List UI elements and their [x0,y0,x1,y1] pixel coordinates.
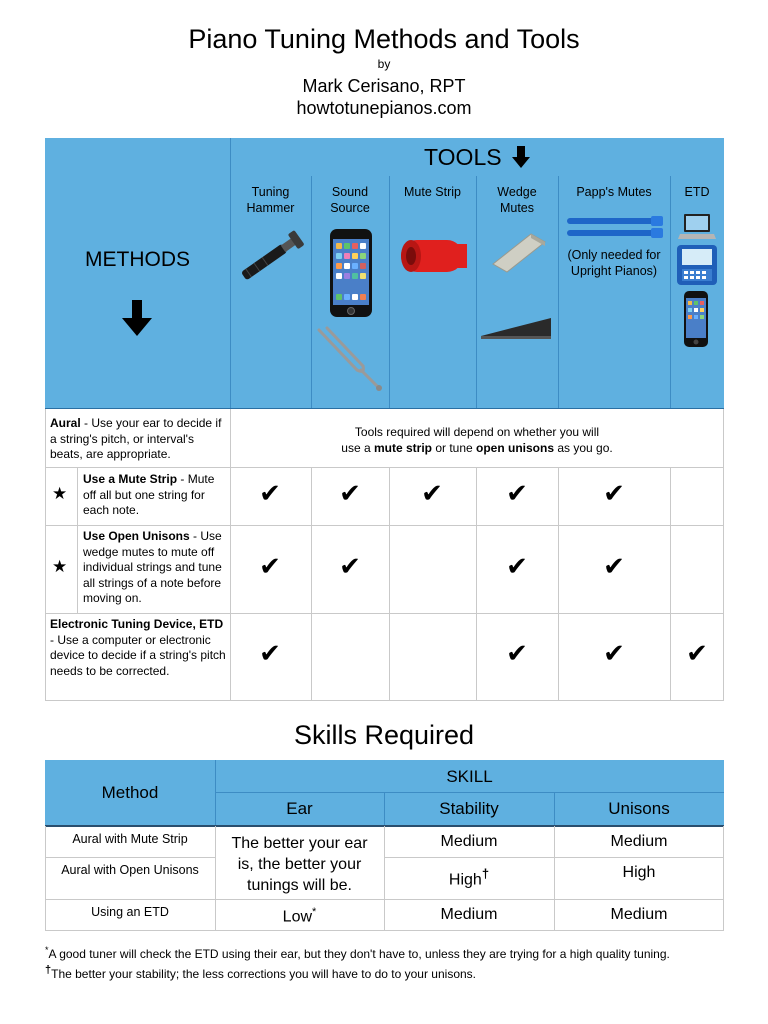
skill-row-unisons: Medium [610,906,668,923]
note-mute-strip: mute strip [373,441,432,455]
aural-method-desc: - Use your ear to decide if a string's pitch, or interval's beats, are appropriate. [50,416,222,461]
smartphone-small-icon [683,290,709,348]
by-label: by [377,57,391,71]
check-mark-icon: ✔ [421,478,443,508]
footnote-stability-text: The better your stability; the less corrections you will have to do to your unisons. [51,967,476,981]
star-icon: ★ [52,557,68,576]
skill-row-stability [384,866,554,889]
asterisk-mark: * [45,945,49,955]
methods-heading: METHODS [85,248,190,271]
mute-strip-icon [395,234,471,278]
check-mark-icon: ✔ [339,551,361,581]
mute-strip-method-name: Use a Mute Strip [83,472,178,486]
skill-row-method: Using an ETD [91,905,169,919]
mute-strip-method-description [83,472,229,519]
note-text: as you go. [554,441,613,455]
papps-mutes-note: (Only needed for Upright Pianos) [567,248,661,278]
asterisk-mark: * [312,906,317,918]
check-mark-icon: ✔ [686,638,708,668]
smartphone-icon [329,228,373,318]
open-unisons-method-description [83,529,229,607]
footnote-etd-text: A good tuner will check the ETD using their ear, but they don't have to, unless they are trying for a high quality tuning. [48,947,670,961]
col-wedge-mutes [476,184,558,216]
check-mark-icon: ✔ [339,478,361,508]
footnote-etd [45,945,745,961]
col-mute-strip-label: Mute Strip [404,185,461,199]
col-mute-strip [389,184,476,200]
tools-heading-text: TOOLS [424,144,502,170]
stability-value: High [448,871,482,889]
note-text: or tune [431,441,477,455]
tuning-hammer-icon [233,226,309,286]
check-mark-icon: ✔ [506,478,528,508]
mute-strip-method-desc: - Mute off all but one string for each note. [83,472,215,517]
ear-column-header: Ear [286,799,313,818]
felt-wedge-icon [479,314,553,340]
aural-method-description [50,416,228,463]
aural-method-name: Aural [50,416,81,430]
check-mark-icon: ✔ [603,551,625,581]
col-sound-source-label: Sound Source [330,185,370,215]
aural-tools-note [230,424,724,456]
col-papps-mutes [558,184,670,200]
col-tuning-hammer [230,184,311,216]
ear-value: Low [282,908,313,926]
etd-device-icon [675,243,719,287]
tools-heading [230,144,724,171]
author-name: Mark Cerisano, RPT [302,76,466,96]
etd-method-description [50,617,228,679]
open-unisons-method-desc: - Use wedge mutes to mute off individual strings and tune all strings of a note before moving on. [83,529,222,605]
col-etd-label: ETD [684,185,710,199]
arrow-down-icon [122,300,152,336]
star-icon: ★ [52,484,68,503]
check-mark-icon: ✔ [259,478,281,508]
etd-method-name: Electronic Tuning Device, ETD [50,617,224,631]
unisons-column-header: Unisons [608,799,670,818]
method-column-header: Method [101,783,159,802]
check-mark-icon: ✔ [259,551,281,581]
rubber-wedge-icon [489,230,549,274]
ear-shared-cell: The better your ear is, the better your tunings will be. [231,835,368,894]
skill-row-method: Aural with Open Unisons [61,863,199,877]
papps-mutes-icon [565,214,665,242]
note-open-unisons: open unisons [476,441,555,455]
tuning-fork-icon [315,326,385,394]
dagger-mark: † [481,866,490,881]
skill-row-method: Aural with Mute Strip [72,832,188,846]
website-link[interactable]: howtotunepianos.com [296,98,472,118]
page-title: Piano Tuning Methods and Tools [188,24,580,54]
col-sound-source [311,184,389,216]
skill-row-stability: Medium [440,906,498,923]
col-tuning-hammer-label: Tuning Hammer [246,185,295,215]
skill-row-stability: Medium [440,833,498,850]
aural-tools-note-line2 [230,440,724,456]
laptop-icon [678,212,716,242]
col-wedge-mutes-label: Wedge Mutes [497,185,537,215]
open-unisons-method-name: Use Open Unisons [83,529,190,543]
skill-column-header: SKILL [446,767,493,786]
arrow-down-icon [512,146,530,168]
col-etd [670,184,724,200]
col-papps-mutes-label: Papp's Mutes [576,185,652,199]
footnote-stability [45,964,745,981]
etd-method-desc: - Use a computer or electronic device to decide if a string's pitch needs to be corrected. [50,632,226,678]
check-mark-icon: ✔ [259,638,281,668]
skill-row-unisons: Medium [610,833,668,850]
skills-title: Skills Required [293,720,475,750]
stability-column-header: Stability [439,799,499,818]
check-mark-icon: ✔ [506,638,528,668]
skill-row-unisons: High [622,864,656,881]
check-mark-icon: ✔ [603,638,625,668]
dagger-mark: † [45,964,52,976]
aural-tools-note-line1: Tools required will depend on whether you will [354,425,600,439]
check-mark-icon: ✔ [506,551,528,581]
note-text: use a [341,441,374,455]
methods-tools-table [45,138,724,701]
skill-row-ear [215,906,384,926]
check-mark-icon: ✔ [603,478,625,508]
skills-table [45,760,724,931]
